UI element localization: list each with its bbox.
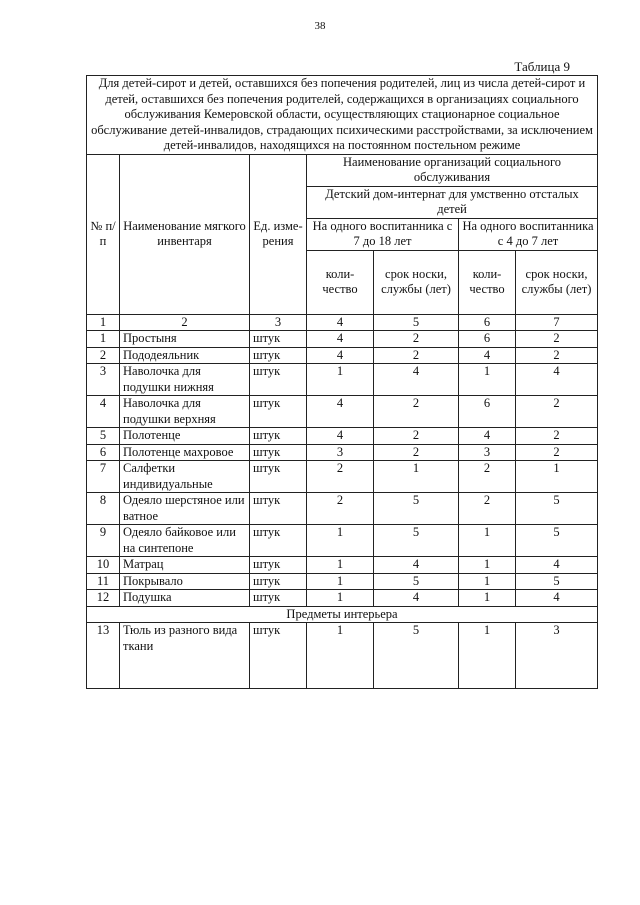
row-number: 2 — [87, 347, 120, 364]
header-term-a: срок носки, службы (лет) — [374, 250, 459, 314]
table-row — [87, 364, 598, 396]
item-name: Одеяло байковое или на синтепоне — [120, 525, 250, 557]
table-title: Для детей-сирот и детей, оставшихся без попечения родителей, лиц из числа детей-сирот и детей, оставшихся без попечения родителей, содержащихся в организациях социального обслуживания Кемеровской области, осуществляющих стационарное социальное обслуживание детей-инвалидов, страдающих психическими расстройствами, за исключением детей-инвалидов, находящихся на постоянном постельном режиме — [87, 76, 598, 155]
term-7-18: 5 — [374, 573, 459, 590]
item-unit: штук — [250, 590, 307, 607]
row-number: 1 — [87, 331, 120, 348]
qty-7-18: 4 — [307, 396, 374, 428]
qty-4-7: 6 — [459, 331, 516, 348]
table-title-row — [87, 76, 598, 155]
term-7-18: 2 — [374, 444, 459, 461]
term-4-7: 2 — [516, 347, 598, 364]
term-4-7: 2 — [516, 444, 598, 461]
item-name: Тюль из разного вида ткани — [120, 623, 250, 689]
column-number: 2 — [120, 314, 250, 331]
table-row — [87, 396, 598, 428]
qty-4-7: 1 — [459, 557, 516, 574]
qty-4-7: 4 — [459, 428, 516, 445]
section-interior-title: Предметы интерьера — [87, 606, 598, 623]
term-7-18: 2 — [374, 347, 459, 364]
row-number: 11 — [87, 573, 120, 590]
table-row — [87, 525, 598, 557]
qty-7-18: 4 — [307, 347, 374, 364]
table-row — [87, 444, 598, 461]
term-7-18: 5 — [374, 525, 459, 557]
term-4-7: 4 — [516, 364, 598, 396]
term-4-7: 4 — [516, 590, 598, 607]
term-7-18: 2 — [374, 331, 459, 348]
qty-7-18: 1 — [307, 525, 374, 557]
column-number: 7 — [516, 314, 598, 331]
column-number: 3 — [250, 314, 307, 331]
qty-7-18: 2 — [307, 493, 374, 525]
qty-7-18: 1 — [307, 364, 374, 396]
term-7-18: 5 — [374, 623, 459, 689]
item-unit: штук — [250, 525, 307, 557]
qty-4-7: 6 — [459, 396, 516, 428]
qty-4-7: 2 — [459, 461, 516, 493]
column-numbers-row — [87, 314, 598, 331]
qty-7-18: 4 — [307, 428, 374, 445]
item-unit: штук — [250, 428, 307, 445]
header-qty-a: коли-чество — [307, 250, 374, 314]
page-number: 38 — [314, 20, 326, 32]
item-unit: штук — [250, 493, 307, 525]
row-number: 12 — [87, 590, 120, 607]
item-unit: штук — [250, 573, 307, 590]
row-number: 4 — [87, 396, 120, 428]
qty-4-7: 1 — [459, 623, 516, 689]
item-name: Простыня — [120, 331, 250, 348]
item-name: Полотенце — [120, 428, 250, 445]
item-unit: штук — [250, 331, 307, 348]
item-unit: штук — [250, 347, 307, 364]
norms-table — [86, 75, 598, 689]
term-4-7: 4 — [516, 557, 598, 574]
table-row — [87, 623, 598, 689]
item-name: Одеяло шерстяное или ватное — [120, 493, 250, 525]
qty-4-7: 3 — [459, 444, 516, 461]
header-qty-b: коли-чество — [459, 250, 516, 314]
qty-4-7: 4 — [459, 347, 516, 364]
term-4-7: 3 — [516, 623, 598, 689]
table-row — [87, 347, 598, 364]
table-caption: Таблица 9 — [514, 59, 570, 74]
term-7-18: 4 — [374, 557, 459, 574]
qty-7-18: 2 — [307, 461, 374, 493]
term-4-7: 2 — [516, 428, 598, 445]
qty-7-18: 1 — [307, 623, 374, 689]
item-name: Наволочка для подушки верхняя — [120, 396, 250, 428]
header-row-1 — [87, 154, 598, 186]
table-body — [87, 331, 598, 607]
row-number: 9 — [87, 525, 120, 557]
row-number: 10 — [87, 557, 120, 574]
column-number: 5 — [374, 314, 459, 331]
qty-4-7: 1 — [459, 525, 516, 557]
item-name: Покрывало — [120, 573, 250, 590]
row-number: 8 — [87, 493, 120, 525]
item-name: Матрац — [120, 557, 250, 574]
term-7-18: 2 — [374, 428, 459, 445]
header-org: Детский дом-интернат для умственно отсталых детей — [307, 186, 598, 218]
item-name: Полотенце махровое — [120, 444, 250, 461]
header-group-b: На одного воспитанника с 4 до 7 лет — [459, 218, 598, 250]
item-name: Подушка — [120, 590, 250, 607]
qty-4-7: 2 — [459, 493, 516, 525]
header-org-group: Наименование организаций социального обслуживания — [307, 154, 598, 186]
interior-body — [87, 623, 598, 689]
term-7-18: 5 — [374, 493, 459, 525]
term-7-18: 4 — [374, 590, 459, 607]
header-num: № п/п — [87, 154, 120, 314]
qty-4-7: 1 — [459, 590, 516, 607]
header-group-a: На одного воспитанника с 7 до 18 лет — [307, 218, 459, 250]
qty-4-7: 1 — [459, 573, 516, 590]
section-row — [87, 606, 598, 623]
term-4-7: 5 — [516, 525, 598, 557]
row-number: 5 — [87, 428, 120, 445]
qty-7-18: 4 — [307, 331, 374, 348]
table-row — [87, 557, 598, 574]
item-unit: штук — [250, 444, 307, 461]
table-row — [87, 428, 598, 445]
table-row — [87, 461, 598, 493]
qty-7-18: 1 — [307, 573, 374, 590]
column-number: 6 — [459, 314, 516, 331]
row-number: 6 — [87, 444, 120, 461]
table-row — [87, 331, 598, 348]
table-row — [87, 493, 598, 525]
item-unit: штук — [250, 364, 307, 396]
item-unit: штук — [250, 461, 307, 493]
row-number: 13 — [87, 623, 120, 689]
term-7-18: 4 — [374, 364, 459, 396]
term-4-7: 2 — [516, 396, 598, 428]
column-number: 4 — [307, 314, 374, 331]
header-term-b: срок носки, службы (лет) — [516, 250, 598, 314]
term-7-18: 2 — [374, 396, 459, 428]
table-row — [87, 573, 598, 590]
term-4-7: 5 — [516, 573, 598, 590]
qty-7-18: 3 — [307, 444, 374, 461]
header-name: Наименование мягкого инвентаря — [120, 154, 250, 314]
column-number: 1 — [87, 314, 120, 331]
header-unit: Ед. изме-рения — [250, 154, 307, 314]
item-name: Наволочка для подушки нижняя — [120, 364, 250, 396]
qty-4-7: 1 — [459, 364, 516, 396]
term-7-18: 1 — [374, 461, 459, 493]
row-number: 3 — [87, 364, 120, 396]
table-row — [87, 590, 598, 607]
item-unit: штук — [250, 623, 307, 689]
item-name: Пододеяльник — [120, 347, 250, 364]
item-unit: штук — [250, 396, 307, 428]
term-4-7: 1 — [516, 461, 598, 493]
term-4-7: 5 — [516, 493, 598, 525]
term-4-7: 2 — [516, 331, 598, 348]
item-unit: штук — [250, 557, 307, 574]
qty-7-18: 1 — [307, 557, 374, 574]
qty-7-18: 1 — [307, 590, 374, 607]
row-number: 7 — [87, 461, 120, 493]
item-name: Салфетки индивидуальные — [120, 461, 250, 493]
